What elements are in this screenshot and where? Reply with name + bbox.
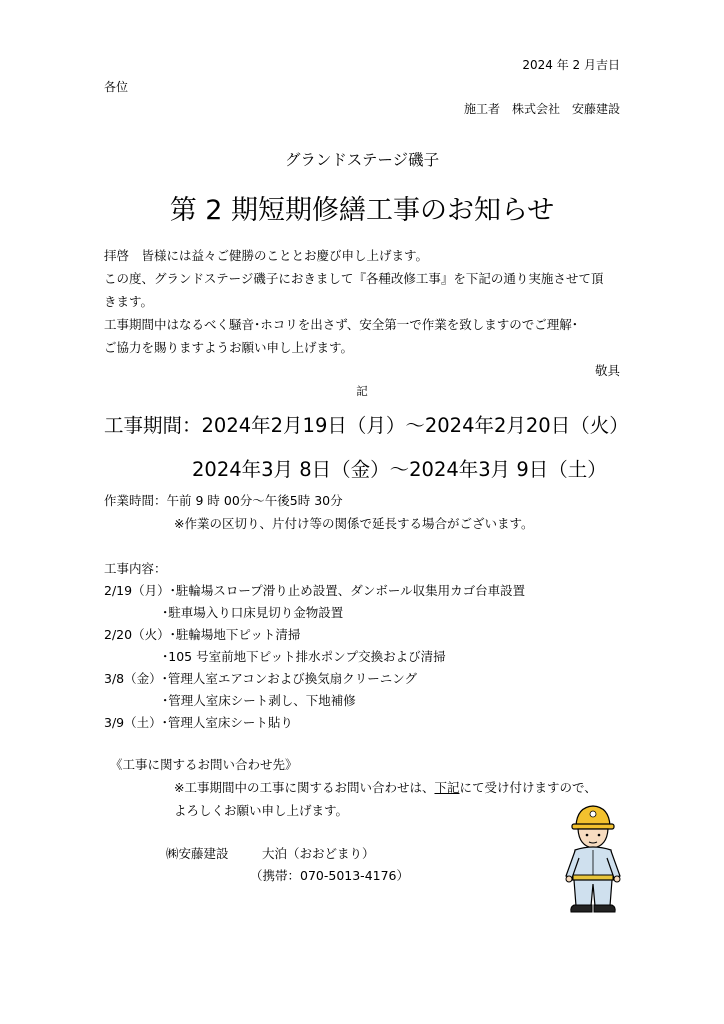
work-period-line-2: 2024年3月 8日（金）～2024年3月 9日（土） (192, 458, 607, 481)
closing-phrase: 敬具 (594, 363, 620, 378)
greeting-line: 拝啓 皆様には益々ご健勝のこととお慶び申し上げます。 (104, 248, 429, 263)
work-content-item: 2/19（月）･駐輪場スロープ滑り止め設置、ダンボール収集用カゴ台車設置 (104, 583, 526, 598)
work-content-item: ･105 号室前地下ピット排水ポンプ交換および清掃 (162, 649, 446, 664)
contact-company: ㈱安藤建設 (166, 846, 229, 861)
contact-person: 大泊（おおどまり） (262, 846, 375, 861)
greeting-line: 工事期間中はなるべく騒音･ホコリを出さず、安全第一で作業を致しますのでご理解･ (104, 317, 579, 332)
inquiry-note-underlined: 下記 (434, 780, 460, 795)
greeting-line: きます。 (104, 294, 154, 309)
ki-label: 記 (356, 384, 368, 398)
work-content-item: 2/20（火）･駐輪場地下ピット清掃 (104, 627, 301, 642)
inquiry-note-text: ※工事期間中の工事に関するお問い合わせは、 (174, 780, 435, 795)
inquiry-heading: 《工事に関するお問い合わせ先》 (110, 757, 298, 772)
inquiry-note-line-2: よろしくお願い申し上げます。 (174, 803, 349, 818)
document-date: 2024 年 2 月吉日 (522, 58, 620, 72)
building-name: グランドステージ磯子 (284, 151, 440, 169)
construction-worker-icon (548, 800, 638, 916)
work-content-item: 3/8（金）･管理人室エアコンおよび換気扇クリーニング (104, 671, 417, 686)
work-content-heading: 工事内容： (104, 561, 167, 576)
greeting-line: ご協力を賜りますようお願い申し上げます。 (104, 340, 354, 355)
work-content-item: ･管理人室床シート剥し、下地補修 (162, 693, 356, 708)
work-hours-note: ※作業の区切り、片付け等の関係で延長する場合がございます。 (174, 516, 534, 531)
inquiry-note (174, 778, 597, 796)
work-period-line-1: 工事期間：2024年2月19日（月）～2024年2月20日（火） (104, 414, 629, 437)
inquiry-note-text: にて受け付けますので、 (459, 780, 597, 795)
author: 施工者 株式会社 安藤建設 (463, 102, 620, 116)
greeting-line: この度、グランドステージ磯子におきまして『各種改修工事』を下記の通り実施させて頂 (104, 271, 604, 286)
work-hours: 作業時間：午前 9 時 00分～午後5時 30分 (104, 493, 343, 508)
contact-phone: （携帯：070-5013-4176） (250, 868, 410, 883)
document-title: 第 2 期短期修繕工事のお知らせ (169, 195, 555, 226)
addressee: 各位 (104, 80, 129, 94)
work-content-item: ･駐車場入り口床見切り金物設置 (162, 605, 344, 620)
work-content-item: 3/9（土）･管理人室床シート貼り (104, 715, 293, 730)
